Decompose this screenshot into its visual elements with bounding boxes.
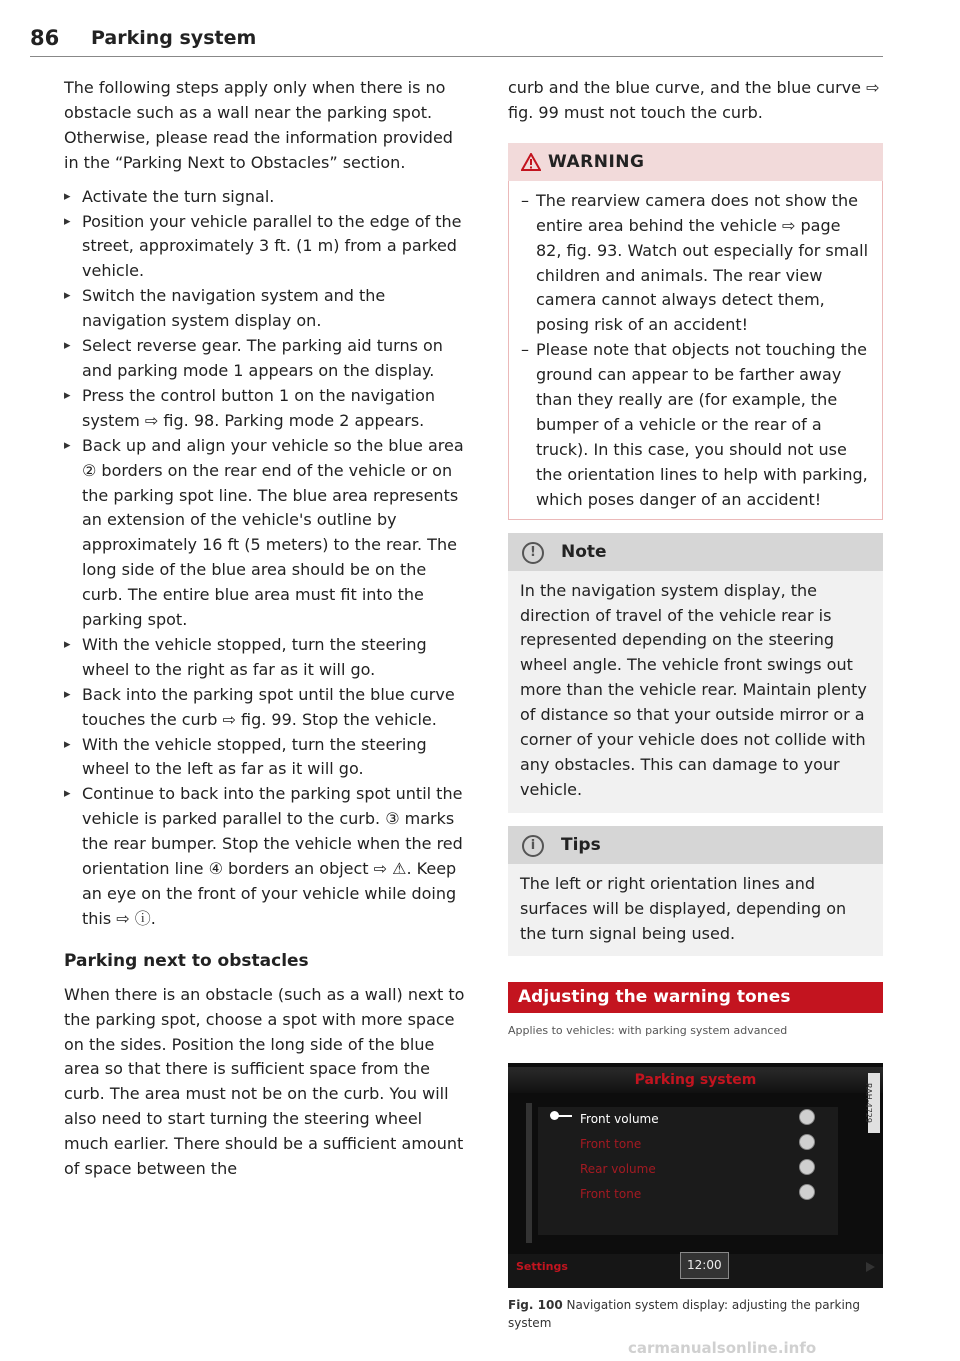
step-list <box>64 185 470 932</box>
menu-item-front-tone: Front tone <box>580 1137 642 1152</box>
step-item: ▸ Press the control button 1 on the navigation system ⇨ fig. 98. Parking mode 2 appears. <box>64 384 470 434</box>
note-header <box>508 533 883 571</box>
page-number: 86 <box>30 26 60 50</box>
figure-caption <box>508 1296 883 1332</box>
figure-navigation-display <box>508 1063 883 1288</box>
watermark: carmanualsonline.info <box>628 1339 817 1357</box>
warning-body <box>508 181 883 520</box>
step-item: ▸ Activate the turn signal. <box>64 185 470 210</box>
step-item: ▸ Continue to back into the parking spot until the vehicle is parked parallel to the curb. ③ marks the rear bumper. Stop the vehicle when the red orientation line ④ borders an object ⇨ ⚠. Keep an eye on the front of your vehicle while doing this ⇨ ⓘ. <box>64 782 470 931</box>
section-heading: Adjusting the warning tones <box>508 982 883 1013</box>
menu-item-front-tone-2: Front tone <box>580 1187 642 1202</box>
step-item: ▸ Select reverse gear. The parking aid turns on and parking mode 1 appears on the display. <box>64 334 470 384</box>
note-label: Note <box>561 541 607 562</box>
continuation-paragraph: curb and the blue curve, and the blue curve ⇨ fig. 99 must not touch the curb. <box>508 78 880 122</box>
figure-code: RAH-4729 <box>868 1073 880 1133</box>
right-column <box>508 76 883 1332</box>
left-column <box>64 76 470 1182</box>
menu-item-front-volume: Front volume <box>580 1112 659 1127</box>
note-body: In the navigation system display, the direction of travel of the vehicle rear is represented depending on the steering wheel angle. The vehicle front swings out more than the vehicle rear. Maintain plenty of distance so that your outside mirror or a corner of your vehicle does not collide with any obstacles. This can damage to your vehicle. <box>520 580 867 799</box>
page-title: Parking system <box>91 27 257 49</box>
screen-title: Parking system <box>508 1067 883 1093</box>
warning-item: – Please note that objects not touching the ground can appear to be farther away than they really are (for example, the bumper of a vehicle or the rear of a truck). In this case, you should not use the orientation lines to help with parking, which poses danger of an accident! <box>521 338 870 512</box>
step-item: ▸ Switch the navigation system and the navigation system display on. <box>64 284 470 334</box>
applies-to-note: Applies to vehicles: with parking system advanced <box>508 1024 788 1038</box>
warning-item: – The rearview camera does not show the entire area behind the vehicle ⇨ page 82, fig. 93. Watch out especially for small children and animals. The rear view camera cannot always detect them, posing risk of an accident! <box>521 189 870 338</box>
intro-paragraph: The following steps apply only when there is no obstacle such as a wall near the parking spot. Otherwise, please read the information provided in the “Parking Next to Obstacles” section. <box>64 78 453 172</box>
tips-box <box>508 826 883 957</box>
warning-header <box>508 143 883 181</box>
screen-side-bar <box>526 1103 532 1243</box>
step-item: ▸ Position your vehicle parallel to the edge of the street, approximately 3 ft. (1 m) from a parked vehicle. <box>64 210 470 285</box>
clock-display: 12:00 <box>680 1252 729 1279</box>
selector-pointer-icon <box>554 1115 572 1117</box>
note-box <box>508 533 883 813</box>
page-header <box>30 24 883 57</box>
obstacle-paragraph: When there is an obstacle (such as a wall) next to the parking spot, choose a spot with more space on the sides. Position the long side of the blue area so that there is sufficient space from the curb. The area must not be on the curb. You will also need to start turning the steering wheel much earlier. There should be a sufficient amount of space between the <box>64 984 465 1179</box>
menu-item-rear-volume: Rear volume <box>580 1162 656 1177</box>
step-item: ▸ Back up and align your vehicle so the blue area ② borders on the rear end of the vehicle or on the parking spot line. The blue area represents an extension of the vehicle's outline by approximately 16 ft (5 meters) to the rear. The long side of the blue area should be on the curb. The entire blue area must fit into the parking spot. <box>64 434 470 633</box>
step-item: ▸ Back into the parking spot until the blue curve touches the curb ⇨ fig. 99. Stop the vehicle. <box>64 683 470 733</box>
exclamation-circle-icon: ! <box>522 542 544 564</box>
warning-triangle-icon <box>521 153 541 171</box>
figure-caption-text: Navigation system display: adjusting the parking system <box>508 1298 860 1331</box>
figure-caption-label: Fig. 100 <box>508 1298 563 1313</box>
warning-box <box>508 143 883 520</box>
warning-label: WARNING <box>548 151 645 172</box>
tips-body: The left or right orientation lines and surfaces will be displayed, depending on the turn signal being used. <box>520 873 847 943</box>
warning-list <box>521 189 870 513</box>
step-item: ▸ With the vehicle stopped, turn the steering wheel to the left as far as it will go. <box>64 733 470 783</box>
info-circle-icon: i <box>522 835 544 857</box>
tips-header <box>508 826 883 864</box>
settings-softkey: Settings <box>516 1260 568 1274</box>
tips-label: Tips <box>561 834 601 855</box>
step-item: ▸ With the vehicle stopped, turn the steering wheel to the right as far as it will go. <box>64 633 470 683</box>
continue-arrow-icon <box>866 1262 875 1272</box>
subheading-obstacles: Parking next to obstacles <box>64 950 309 971</box>
